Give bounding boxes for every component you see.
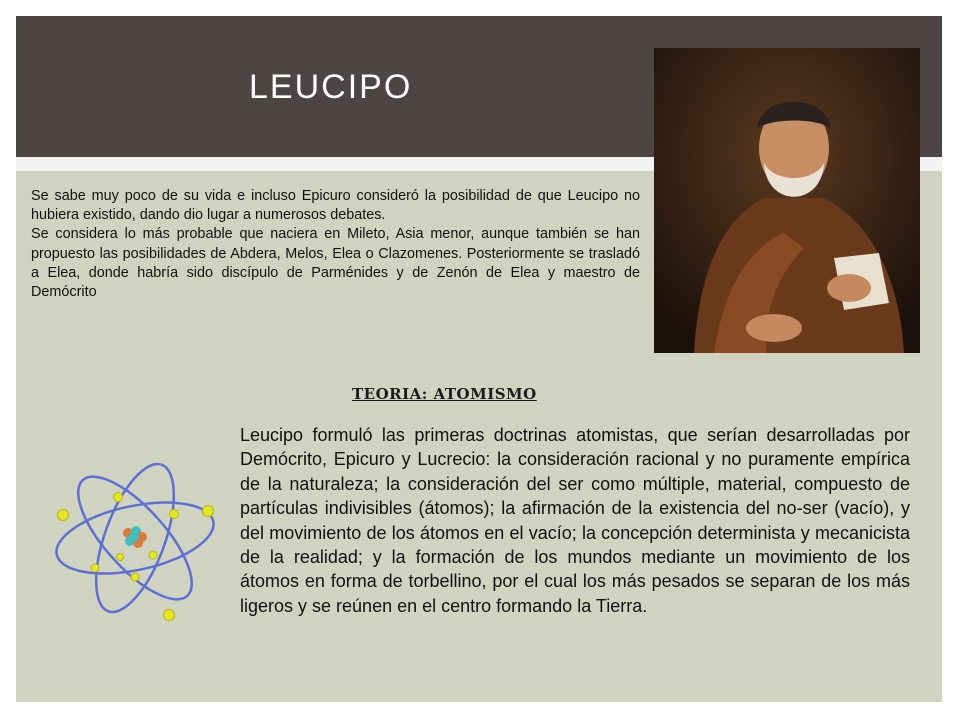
- portrait-image: [654, 48, 920, 353]
- intro-paragraph-1: Se sabe muy poco de su vida e incluso Epicuro consideró la posibilidad de que Leucipo no hubiera existido, dando dio lugar a numerosos debates.: [31, 188, 640, 224]
- atom-icon: [50, 455, 230, 630]
- intro-paragraph-2: Se considera lo más probable que naciera en Mileto, Asia menor, aunque también se han propuesto las posibilidades de Abdera, Melos, Elea o Clazomenes. Posteriormente se trasladó a Elea, donde habría sido discípulo de Parménides y de Zenón de Elea y maestro de Demócrito: [31, 226, 640, 301]
- intro-text: [31, 187, 640, 302]
- portrait-painting: [654, 48, 920, 353]
- theory-text: Leucipo formuló las primeras doctrinas atomistas, que serían desarrolladas por Demócrito, Epicuro y Lucrecio: la consideración racional y no puramente empírica de la naturaleza; la consideración del ser como múltiple, material, compuesto de partículas indivisibles (átomos); la afirmación de la existencia del no-ser (vacío), y del movimiento de los átomos en el vacío; la concepción determinista y mecanicista de la realidad; y la formación de los mundos mediante un movimiento de los átomos en forma de torbellino, por el cual los más pesados se separan de los más ligeros y se reúnen en el centro formando la Tierra.: [240, 425, 910, 616]
- theory-heading: TEORIA: ATOMISMO: [352, 385, 537, 403]
- slide-title: LEUCIPO: [249, 68, 413, 106]
- atom-diagram: [50, 455, 230, 630]
